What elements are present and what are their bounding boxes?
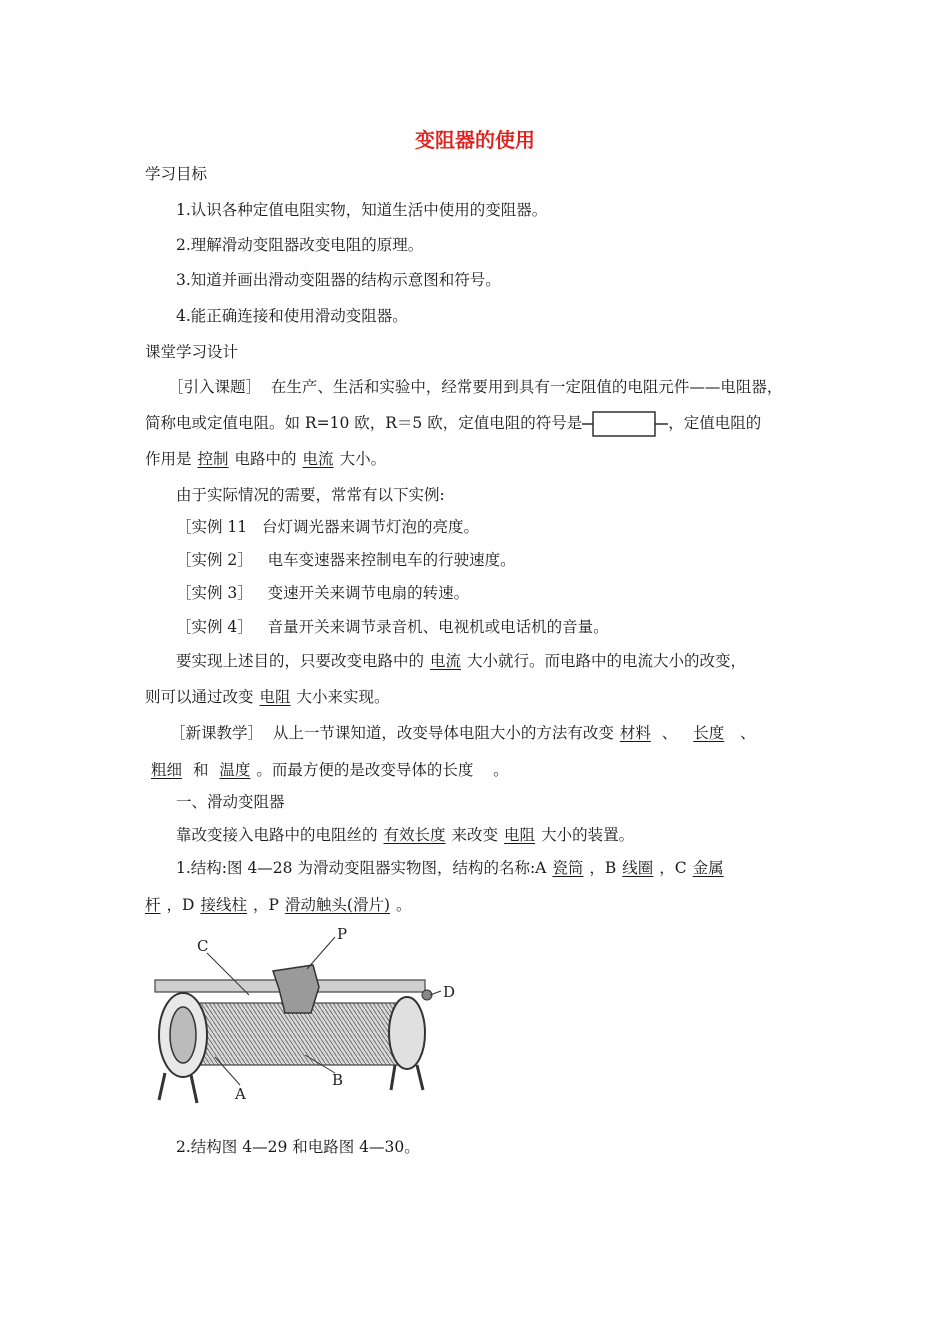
structure-text-a: 1.结构:图 4—28 为滑动变阻器实物图，结构的名称:A — [176, 859, 547, 877]
figure-label-a: A — [235, 1085, 246, 1103]
example-tag: ［实例 11 — [176, 518, 248, 536]
newlesson-text-a: 从上一节课知道，改变导体电阻大小的方法有改变 — [272, 724, 614, 742]
newlesson-tag: ［新课教学］ — [170, 724, 264, 742]
example-3 — [176, 582, 469, 604]
blank-temperature: 温度 — [219, 761, 251, 779]
blank-effective-length: 有效长度 — [383, 826, 446, 844]
example-1 — [176, 516, 479, 538]
structure-text-c: ，C — [659, 859, 687, 877]
example-2 — [176, 549, 516, 571]
blank-material: 材料 — [619, 724, 651, 742]
purpose-line-2 — [145, 686, 390, 708]
newlesson-line-2 — [145, 759, 509, 781]
purpose-text-d: 大小来实现。 — [296, 688, 390, 706]
structure-text-e: ，P — [252, 896, 279, 914]
section-heading-goals: 学习目标 — [145, 165, 208, 183]
principle-line — [176, 824, 634, 846]
intro-line-3 — [145, 448, 386, 470]
figure-label-b: B — [332, 1071, 344, 1089]
section-heading-design: 课堂学习设计 — [145, 343, 239, 361]
intro-text-2a: 简称电或定值电阻。如 R=10 欧，R＝5 欧，定值电阻的符号是 — [145, 414, 583, 432]
page-title: 变阻器的使用 — [415, 128, 535, 152]
principle-text-a: 靠改变接入电路中的电阻丝的 — [176, 826, 378, 844]
example-tag: ［实例 2］ — [176, 551, 253, 569]
need-text: 由于实际情况的需要，常常有以下实例: — [176, 486, 445, 504]
intro-text-2b: ，定值电阻的 — [668, 414, 762, 432]
intro-text-3c: 大小。 — [339, 450, 387, 468]
newlesson-line-1 — [170, 722, 756, 744]
purpose-text-a: 要实现上述目的，只要改变电路中的 — [176, 652, 425, 670]
blank-c-1: 金属 — [692, 859, 724, 877]
purpose-line-1 — [176, 650, 746, 672]
newlesson-text-b: 。而最方便的是改变导体的长度 — [256, 761, 474, 779]
right-end-bracket — [389, 997, 425, 1069]
purpose-text-b: 大小就行。而电路中的电流大小的改变， — [467, 652, 747, 670]
example-tag: ［实例 4］ — [176, 618, 253, 636]
blank-resistance: 电阻 — [259, 688, 291, 706]
intro-tag: ［引入课题］ — [168, 378, 262, 396]
structure-line-2 — [145, 894, 412, 916]
example-text: 台灯调光器来调节灯泡的亮度。 — [261, 518, 479, 536]
blank-c-2: 杆 — [145, 896, 161, 914]
newlesson-text-c: 。 — [493, 761, 509, 779]
figure-label-c: C — [197, 937, 209, 955]
blank-current: 电流 — [302, 450, 334, 468]
blank-control: 控制 — [197, 450, 229, 468]
subheading-rheostat: 一、滑动变阻器 — [176, 793, 285, 811]
purpose-text-c: 则可以通过改变 — [145, 688, 254, 706]
and-text: 和 — [192, 761, 209, 779]
goal-3: 3.知道并画出滑动变阻器的结构示意图和符号。 — [176, 271, 501, 289]
goal-1: 1.认识各种定值电阻实物，知道生活中使用的变阻器。 — [176, 201, 548, 219]
blank-b: 线圈 — [622, 859, 654, 877]
intro-text-1: 在生产、生活和实验中，经常要用到具有一定阻值的电阻元件——电阻器， — [270, 378, 783, 396]
rheostat-figure — [145, 925, 475, 1110]
blank-d: 接线柱 — [200, 896, 247, 914]
intro-line-2 — [145, 411, 761, 437]
goal-2: 2.理解滑动变阻器改变电阻的原理。 — [176, 236, 424, 254]
separator: 、 — [661, 724, 678, 742]
blank-length: 长度 — [693, 724, 725, 742]
blank-p: 滑动触头(滑片) — [284, 896, 391, 914]
example-tag: ［实例 3］ — [176, 584, 253, 602]
intro-text-3b: 电路中的 — [234, 450, 297, 468]
blank-current-2: 电流 — [430, 652, 462, 670]
blank-thickness: 粗细 — [151, 761, 183, 779]
intro-text-3a: 作用是 — [145, 450, 192, 468]
figure-label-d: D — [443, 983, 456, 1001]
figure-label-p: P — [337, 925, 348, 943]
example-text: 变速开关来调节电扇的转速。 — [267, 584, 470, 602]
resistor-symbol-icon — [582, 411, 668, 437]
example-4 — [176, 616, 609, 638]
goal-4: 4.能正确连接和使用滑动变阻器。 — [176, 307, 408, 325]
structure-line-1 — [176, 857, 730, 879]
example-text: 音量开关来调节录音机、电视机或电话机的音量。 — [267, 618, 609, 636]
blank-resistance-2: 电阻 — [504, 826, 536, 844]
principle-text-b: 来改变 — [451, 826, 499, 844]
structure-text-f: 。 — [396, 896, 412, 914]
structure-2-text: 2.结构图 4—29 和电路图 4—30。 — [176, 1138, 420, 1156]
separator: 、 — [740, 724, 756, 742]
structure-text-d: ，D — [166, 896, 195, 914]
principle-text-c: 大小的装置。 — [541, 826, 635, 844]
example-text: 电车变速器来控制电车的行驶速度。 — [267, 551, 516, 569]
structure-text-b: ，B — [589, 859, 617, 877]
intro-line-1 — [168, 376, 782, 398]
blank-a: 瓷筒 — [552, 859, 584, 877]
